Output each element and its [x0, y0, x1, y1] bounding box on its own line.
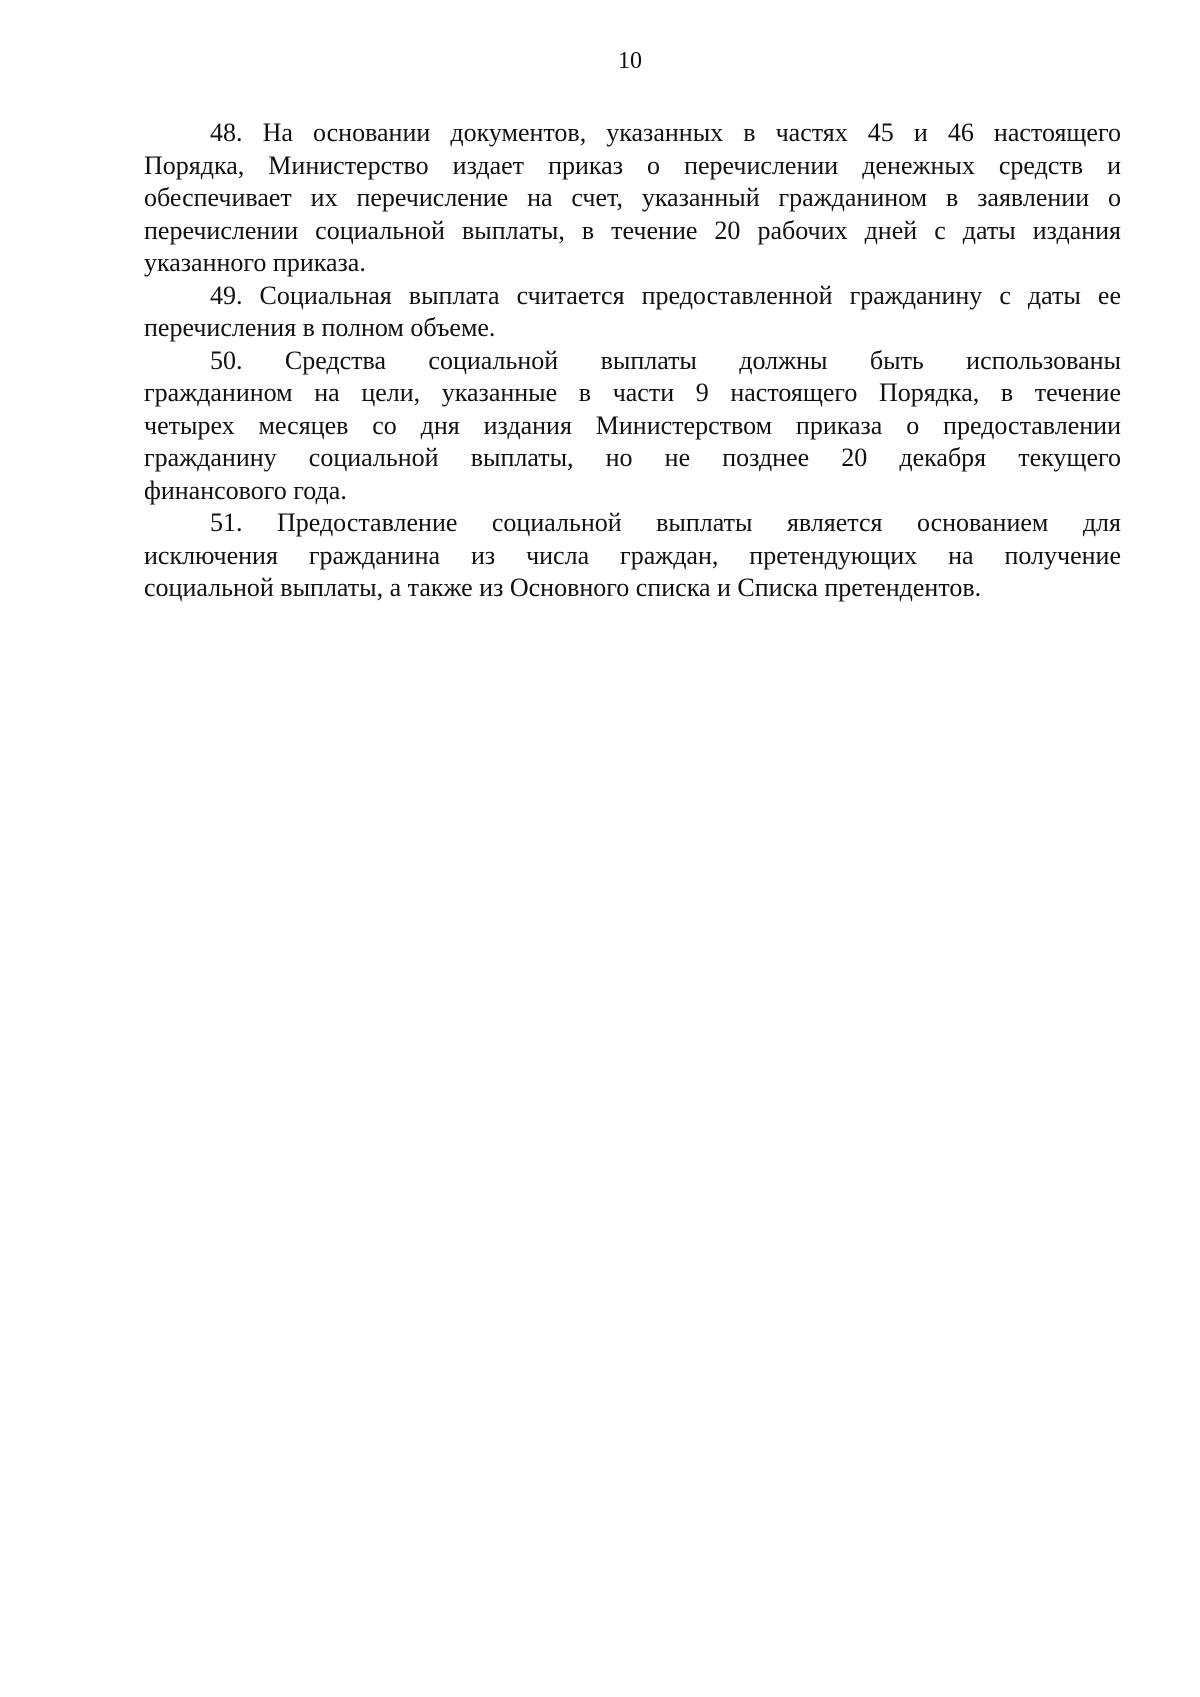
paragraph-line: финансового года. — [144, 475, 347, 505]
paragraph-line: социальной выплаты, а также из Основного списка и Списка претендентов. — [144, 573, 982, 602]
paragraph-51 — [144, 507, 1121, 605]
paragraph-line: обеспечивает их перечисление на счет, указанный гражданином в заявлении о — [144, 183, 1121, 212]
document-body — [144, 117, 1121, 605]
paragraph-line: 51. Предоставление социальной выплаты является основанием для — [210, 508, 1121, 537]
paragraph-49 — [144, 280, 1121, 345]
paragraph-50 — [144, 345, 1121, 508]
paragraph-line: гражданину социальной выплаты, но не позднее 20 декабря текущего — [144, 443, 1121, 472]
paragraph-line: гражданином на цели, указанные в части 9 настоящего Порядка, в течение — [144, 378, 1121, 407]
paragraph-line: перечисления в полном объеме. — [144, 313, 496, 342]
paragraph-line: перечислении социальной выплаты, в течение 20 рабочих дней с даты издания — [144, 215, 1121, 245]
paragraph-48 — [144, 117, 1121, 280]
paragraph-line: 50. Средства социальной выплаты должны быть использованы — [210, 345, 1121, 375]
paragraph-line: указанного приказа. — [144, 248, 366, 277]
paragraph-line: четырех месяцев со дня издания Министерством приказа о предоставлении — [144, 410, 1121, 440]
page-number: 10 — [618, 48, 642, 74]
paragraph-line: исключения гражданина из числа граждан, претендующих на получение — [144, 540, 1121, 570]
paragraph-line: 48. На основании документов, указанных в частях 45 и 46 настоящего — [210, 118, 1121, 147]
paragraph-line: Порядка, Министерство издает приказ о перечислении денежных средств и — [144, 150, 1121, 180]
paragraph-line: 49. Социальная выплата считается предоставленной гражданину с даты ее — [210, 280, 1121, 310]
